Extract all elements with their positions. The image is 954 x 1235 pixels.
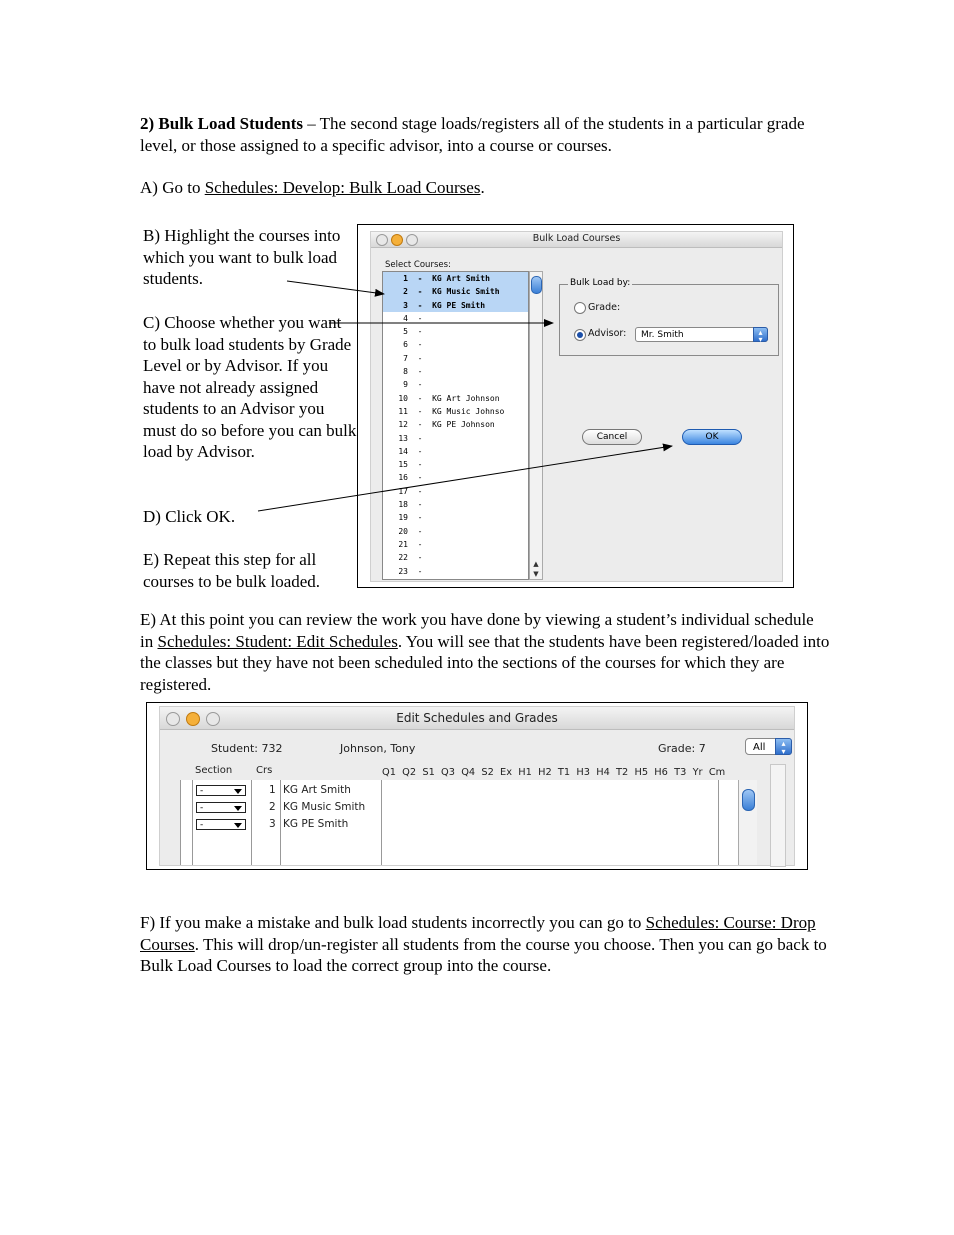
step-f — [140, 912, 830, 977]
course-label: - — [408, 566, 433, 576]
course-number: 9 — [403, 380, 408, 390]
bulk-load-title: Bulk Load Courses — [532, 233, 621, 244]
grid-divider — [280, 780, 281, 865]
course-number: 19 — [398, 513, 408, 523]
course-number: 13 — [398, 433, 408, 443]
student-id-label: Student: 732 — [211, 742, 283, 755]
course-label: - — [408, 340, 433, 350]
updown-arrows-icon: ▴ ▾ — [753, 327, 768, 342]
course-label: - — [408, 500, 433, 510]
course-number: 21 — [398, 539, 408, 549]
course-label: - — [408, 446, 433, 456]
course-row-number: 3 — [269, 818, 276, 830]
section-dropdown[interactable]: - — [196, 785, 246, 796]
filter-select[interactable] — [745, 738, 792, 755]
course-number: 4 — [403, 313, 408, 323]
term-column-headers: Q1 Q2 S1 Q3 Q4 S2 Ex H1 H2 T1 H3 H4 T2 H5 H6 T3 Yr Cm — [382, 767, 726, 778]
course-row-name: KG Music Smith — [283, 801, 366, 813]
course-label: - — [408, 313, 433, 323]
course-label: - — [408, 327, 433, 337]
step-d: D) Click OK. — [143, 507, 236, 526]
course-row-number: 1 — [269, 784, 276, 796]
intro-text: – The second stage loads/registers all of the students in a particular grade level, or those assigned to a specific advisor, into a course or courses. — [140, 114, 805, 155]
grid-divider — [381, 780, 382, 865]
step-f-prefix: F) If you make a mistake and bulk load students incorrectly you can go to — [140, 913, 646, 932]
scroll-thumb[interactable] — [742, 789, 755, 811]
grade-radio-label: Grade: — [588, 302, 621, 313]
course-label: - KG Art Smith — [408, 274, 490, 283]
step-c: C) Choose whether you want to bulk load students by Grade Level or by Advisor. If you have not already assigned students to an Advisor you must do so before you can bulk load by Advisor. — [143, 313, 357, 461]
crs-column-header: Crs — [256, 765, 273, 776]
course-number: 17 — [398, 486, 408, 496]
section-heading: 2) Bulk Load Students — [140, 114, 303, 133]
course-row-name: KG Art Smith — [283, 784, 351, 796]
course-number: 8 — [403, 367, 408, 377]
schedule-scrollbar[interactable] — [738, 780, 757, 865]
step-e-review-prefix: E) At this point you can review the work you have done by viewing a student’s individual schedule in — [140, 610, 814, 651]
course-label: - KG Music Johnso — [408, 406, 505, 416]
edit-schedules-menu-path[interactable]: Schedules: Student: Edit Schedules — [157, 631, 398, 651]
course-label: - — [408, 380, 433, 390]
cancel-button[interactable]: Cancel — [582, 429, 642, 445]
ok-button[interactable]: OK — [682, 429, 742, 445]
grid-divider — [251, 780, 252, 865]
edit-schedules-window — [159, 706, 795, 866]
step-b: B) Highlight the courses into which you want to bulk load students. — [143, 226, 341, 288]
section-dropdown[interactable]: - — [196, 802, 246, 813]
course-number: 22 — [398, 553, 408, 563]
advisor-radio-label: Advisor: — [588, 328, 627, 339]
course-label: - — [408, 513, 433, 523]
edit-schedules-screenshot-frame — [146, 702, 808, 870]
course-label: - KG PE Johnson — [408, 420, 495, 430]
course-label: - — [408, 539, 433, 549]
updown-arrows-icon: ▴ ▾ — [775, 738, 792, 755]
outer-scrollbar[interactable] — [770, 764, 786, 867]
step-f-suffix: . This will drop/un-register all students from the course you choose. Then you can go back to Bulk Load Courses to load the correct group into the course. — [140, 934, 827, 975]
course-row-number: 2 — [269, 801, 276, 813]
course-number: 16 — [398, 473, 408, 483]
course-number: 3 — [403, 300, 408, 310]
course-label: - — [408, 526, 433, 536]
edit-schedules-titlebar — [160, 707, 794, 730]
course-number: 15 — [398, 460, 408, 470]
arrow-to-course-list — [287, 281, 384, 294]
arrow-to-ok-button — [258, 446, 672, 511]
section-dropdown[interactable]: - — [196, 819, 246, 830]
course-row-name: KG PE Smith — [283, 818, 349, 830]
course-number: 10 — [398, 393, 408, 403]
step-a-prefix: A) Go to — [140, 178, 205, 197]
course-number: 5 — [403, 327, 408, 337]
course-label: - KG Art Johnson — [408, 393, 500, 403]
course-label: - — [408, 553, 433, 563]
course-number: 7 — [403, 353, 408, 363]
course-label: - KG Music Smith — [408, 287, 500, 297]
bulk-load-menu-path[interactable]: Schedules: Develop: Bulk Load Courses — [204, 178, 481, 197]
grid-divider — [718, 780, 719, 865]
section-column-header: Section — [195, 765, 233, 776]
step-e-review-suffix: . You will see that the students have been registered/loaded into the classes but they have not been scheduled into the sections of the courses for which they are registered. — [140, 631, 830, 694]
step-e-repeat: E) Repeat this step for all courses to be bulk loaded. — [143, 550, 321, 591]
course-number: 14 — [398, 446, 408, 456]
select-courses-label: Select Courses: — [385, 260, 451, 270]
step-e-review — [140, 609, 830, 695]
course-number: 20 — [398, 526, 408, 536]
course-label: - KG PE Smith — [408, 300, 486, 310]
course-number: 6 — [403, 340, 408, 350]
grade-value: Grade: 7 — [658, 742, 706, 755]
step-a-suffix: . — [480, 178, 485, 197]
scroll-up-arrow-icon[interactable]: ▲ — [533, 560, 539, 568]
bulk-load-by-label: Bulk Load by: — [570, 278, 631, 288]
course-number: 23 — [398, 566, 408, 576]
course-number: 11 — [398, 406, 408, 416]
course-number: 12 — [398, 420, 408, 430]
advisor-select-value: Mr. Smith — [641, 330, 684, 340]
course-number: 1 — [403, 274, 408, 283]
drop-courses-menu-path[interactable]: Schedules: Course: Drop Courses — [140, 913, 816, 954]
course-label: - — [408, 473, 433, 483]
course-label: - — [408, 486, 433, 496]
student-name: Johnson, Tony — [340, 742, 416, 755]
edit-schedules-title: Edit Schedules and Grades — [396, 711, 558, 725]
grid-divider — [192, 780, 193, 865]
course-number: 18 — [398, 500, 408, 510]
scroll-down-arrow-icon[interactable]: ▼ — [533, 570, 539, 578]
course-label: - — [408, 367, 433, 377]
filter-select-value: All — [753, 742, 766, 753]
course-label: - — [408, 433, 433, 443]
course-label: - — [408, 460, 433, 470]
course-number: 2 — [403, 287, 408, 297]
schedule-grid — [180, 780, 739, 865]
course-label: - — [408, 353, 433, 363]
